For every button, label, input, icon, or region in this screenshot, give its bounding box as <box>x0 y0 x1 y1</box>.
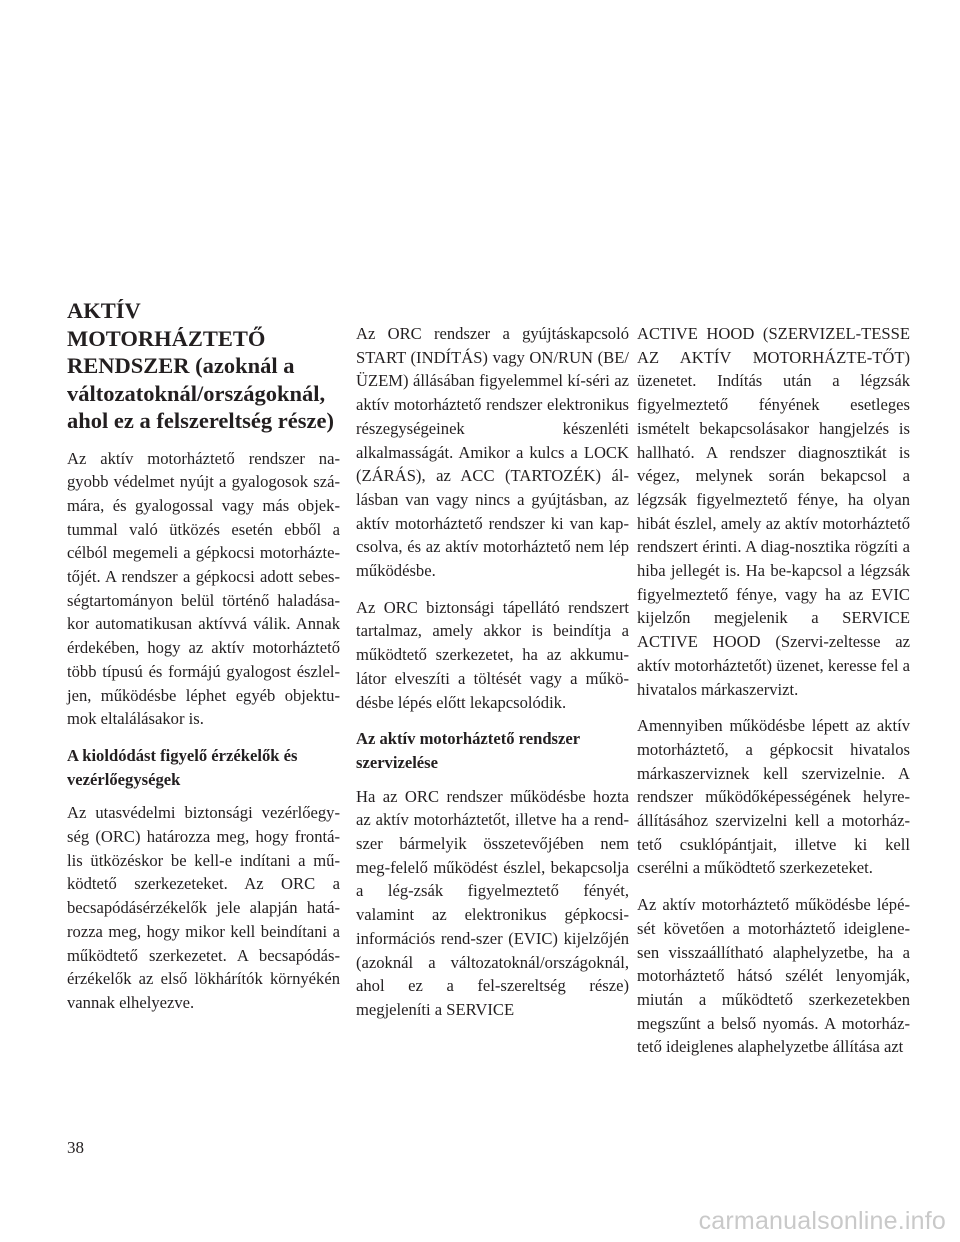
service-heading: Az aktív motorháztető rendszer szervizelése <box>356 729 580 772</box>
service-paragraph-1: Ha az ORC rendszer működésbe hozta az aktív motorháztetőt, illetve ha a rend-szer bármelyik összetevőjében nem meg-felelő működést észlel, bekapcsolja a lég-zsák figyelmeztető fényét, valamint az elektronikus gépkocsi-információs rend-szer (EVIC) kijelzőjén (azoknál a változatoknál/országoknál, ahol ez a fel-szereltség része) megjeleníti a SERVICE <box>356 786 629 1019</box>
page-number: 38 <box>67 1138 84 1157</box>
column-3 <box>637 322 910 1059</box>
column-1 <box>67 297 340 1015</box>
watermark: carmanualsonline.info <box>698 1207 946 1235</box>
sensors-heading: A kioldódást figyelő érzékelők és vezérlőegységek <box>67 745 298 789</box>
service-paragraph-1-continued: ACTIVE HOOD (SZERVIZEL-TESSE AZ AKTÍV MOTORHÁZTE-TŐT) üzenetet. Indítás után a légzsák figyelmeztető fényének esetleges ismételt bekapcsolásakor hangjelzés is hallható. A rendszer diagnosztikát is végez, melynek során bekapcsol a légzsák figyelmeztető fénye, ha olyan hibát észlel, amely az aktív motorháztető rendszert érinti. A diag-nosztika rögzíti a hiba jellegét is. Ha be-kapcsol a légzsák figyelmeztető fénye, vagy ha az EVIC kijelzőn megjelenik a SERVICE ACTIVE HOOD (Szervi-zeltesse az aktív motorháztetőt) üzenet, keresse fel a hivatalos márkaszervizt. <box>637 324 910 699</box>
sensors-paragraph-2: Az ORC rendszer a gyújtáskapcsoló START (INDÍTÁS) vagy ON/RUN (BE/ÜZEM) állásában figyelemmel kí-séri az aktív motorháztető rendszer elektronikus részegységeinek készenléti alkalmasságát. Amikor a kulcs a LOCK (ZÁRÁS), az ACC (TARTOZÉK) ál-lásban van vagy nincs a gyújtásban, az aktív motorháztető rendszer ki van kap-csolva, és az aktív motorháztető nem lép működésbe. <box>356 324 629 581</box>
service-paragraph-2: Amennyiben működésbe lépett az aktív motorháztető, a gépkocsit hivatalos márkaszerviznek kell szervizelnie. A rendszer működőképességének helyre-állításához szervizelni kell a motorház-tető csuklópántjait, illetve ki kell cserélni a működtető szerkezeteket. <box>637 716 910 878</box>
service-paragraph-3: Az aktív motorháztető működésbe lépé-sét követően a motorháztető ideiglene-sen visszaállítható alaphelyzetbe, ha a motorháztető hátsó szélét lenyomják, miután a működtető szerkezetekben megszűnt a belső nyomás. A motorház-tető ideiglenes alaphelyzetbe állítása azt <box>637 895 910 1057</box>
sensors-paragraph-1: Az utasvédelmi biztonsági vezérlőegy-ség (ORC) határozza meg, hogy frontá-lis ütközéskor be kell-e indítani a mű-ködtető szerkezeteket. Az ORC a becsapódásérzékelők jele alapján hatá-rozza meg, hogy mikor kell beindítani a működtető szerkezetet. A becsapódás-érzékelők az első lökhárítók környékén vannak elhelyezve. <box>67 803 340 1012</box>
intro-paragraph: Az aktív motorháztető rendszer na-gyobb védelmet nyújt a gyalogosok szá-mára, és gyalogossal vagy más objek-tummal való ütközés esetén ebből a célból megemeli a gépkocsi motorházte-tőjét. A rendszer a gépkocsi adott sebes-ségtartományon belül történő haladása-kor automatikusan aktívvá válik. Annak érdekében, hogy az aktív motorháztető több típusú és formájú gyalogost észlel-jen, működésbe léphet egyéb objektu-mok eltalálásakor is. <box>67 448 340 729</box>
column-2 <box>356 322 629 1022</box>
sensors-paragraph-3: Az ORC biztonsági tápellátó rendszert tartalmaz, amely akkor is beindítja a működtető szerkezetet, ha az akkumu-látor elveszíti a töltését vagy a műkö-désbe lépés előtt lekapcsolódik. <box>356 597 629 712</box>
section-title: AKTÍV MOTORHÁZTETŐ RENDSZER (azoknál a változatoknál/országoknál, ahol ez a felszereltség része) <box>67 298 334 433</box>
